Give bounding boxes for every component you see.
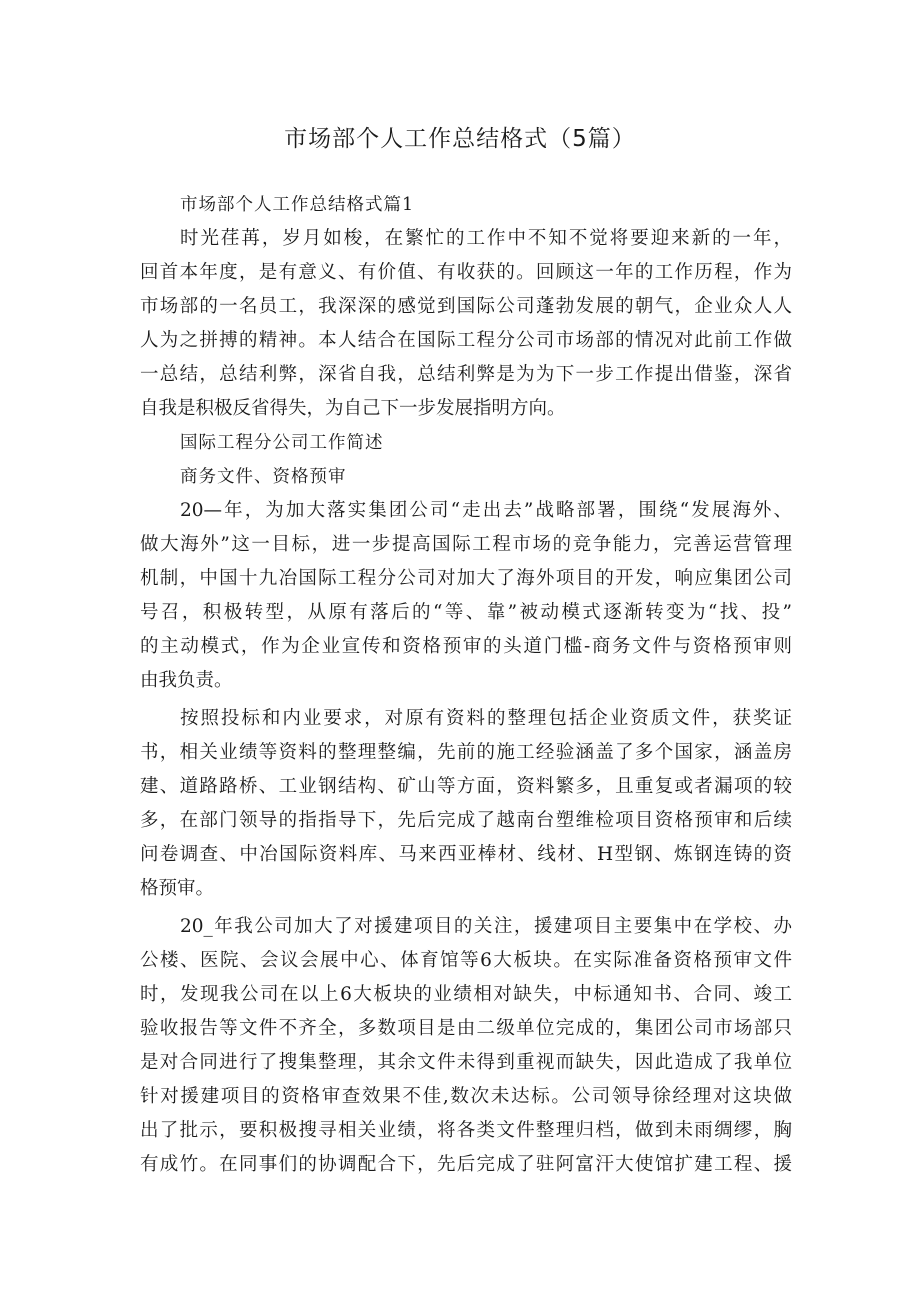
paragraph-2-line: 的主动模式，作为企业宣传和资格预审的头道门槛-商务文件与资格预审则 — [140, 636, 792, 657]
paragraph-1-line: 一总结，总结利弊，深省自我，总结利弊是为为下一步工作提出借鉴，深省 — [140, 364, 792, 385]
paragraph-4-line: 是对合同进行了搜集整理，其余文件未得到重视而缺失，因此造成了我单位 — [140, 1052, 792, 1073]
paragraph-3-line: 书，相关业绩等资料的整理整编，先前的施工经验涵盖了多个国家，涵盖房 — [140, 742, 792, 763]
document-title: 市场部个人工作总结格式（5篇） — [284, 126, 636, 152]
paragraph-1-line: 人为之拼搏的精神。本人结合在国际工程分公司市场部的情况对此前工作做 — [140, 330, 792, 351]
paragraph-2-line: 20—年，为加大落实集团公司“走出去”战略部署，围绕“发展海外、 — [180, 500, 792, 521]
paragraph-4-line: 20_年我公司加大了对援建项目的关注，援建项目主要集中在学校、办 — [180, 916, 792, 937]
section-heading-1: 市场部个人工作总结格式篇1 — [180, 195, 415, 215]
document-body — [140, 188, 792, 1182]
paragraph-2-line: 由我负责。 — [140, 670, 233, 691]
paragraph-1-line: 时光荏苒，岁月如梭，在繁忙的工作中不知不觉将要迎来新的一年， — [180, 228, 792, 249]
paragraph-3-line: 建、道路路桥、工业钢结构、矿山等方面，资料繁多，且重复或者漏项的较 — [140, 776, 792, 797]
paragraph-1-line: 回首本年度，是有意义、有价值、有收获的。回顾这一年的工作历程，作为 — [140, 262, 792, 283]
section-heading-3: 商务文件、资格预审 — [180, 467, 347, 487]
paragraph-2-line: 做大海外”这一目标，进一步提高国际工程市场的竞争能力，完善运营管理 — [140, 534, 792, 555]
paragraph-1-line: 市场部的一名员工，我深深的感觉到国际公司蓬勃发展的朝气，企业众人人 — [140, 296, 792, 317]
paragraph-4-line: 公楼、医院、会议会展中心、体育馆等6大板块。在实际准备资格预审文件 — [140, 950, 792, 971]
paragraph-3-line: 格预审。 — [140, 878, 215, 899]
paragraph-3-line: 多，在部门领导的指指导下，先后完成了越南台塑维检项目资格预审和后续 — [140, 810, 792, 831]
section-heading-2: 国际工程分公司工作简述 — [180, 433, 384, 453]
paragraph-4-line: 时，发现我公司在以上6大板块的业绩相对缺失，中标通知书、合同、竣工 — [140, 984, 792, 1005]
paragraph-4-line: 出了批示，要积极搜寻相关业绩，将各类文件整理归档，做到未雨绸缪，胸 — [140, 1120, 792, 1141]
paragraph-4-line: 有成竹。在同事们的协调配合下，先后完成了驻阿富汗大使馆扩建工程、援 — [140, 1154, 792, 1175]
paragraph-4-line: 针对援建项目的资格审查效果不佳,数次未达标。公司领导徐经理对这块做 — [140, 1086, 792, 1107]
paragraph-3-line: 问卷调查、中冶国际资料库、马来西亚棒材、线材、H型钢、炼钢连铸的资 — [140, 844, 792, 865]
paragraph-2-line: 号召，积极转型，从原有落后的“等、靠”被动模式逐渐转变为“找、投” — [140, 602, 792, 623]
paragraph-3-line: 按照投标和内业要求，对原有资料的整理包括企业资质文件，获奖证 — [180, 708, 792, 729]
paragraph-2-line: 机制，中国十九冶国际工程分公司对加大了海外项目的开发，响应集团公司 — [140, 568, 792, 589]
paragraph-1-line: 自我是积极反省得失，为自己下一步发展指明方向。 — [140, 398, 566, 419]
paragraph-4-line: 验收报告等文件不齐全，多数项目是由二级单位完成的，集团公司市场部只 — [140, 1018, 792, 1039]
